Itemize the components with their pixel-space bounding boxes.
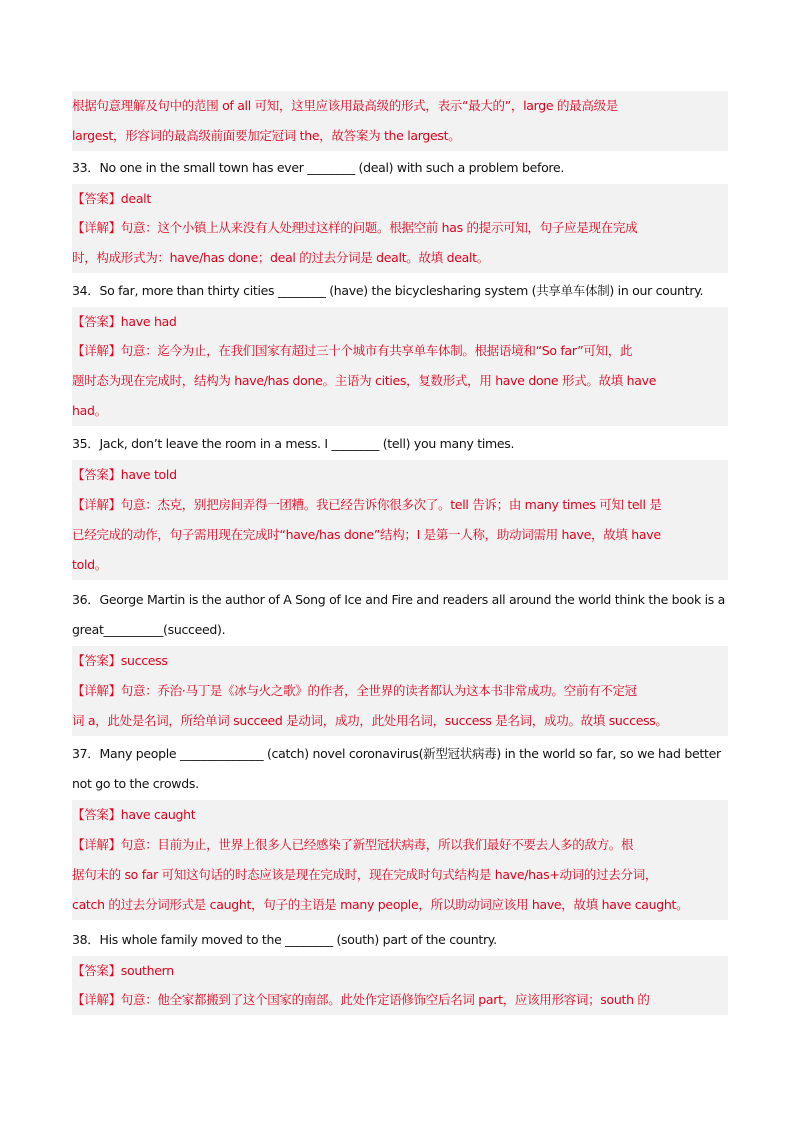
question-35 bbox=[72, 429, 728, 459]
question-38 bbox=[72, 925, 728, 955]
text-line: 据句末的 so far 可知这句话的时态应该是现在完成时，现在完成时句式结构是 have/has+动词的过去分词， bbox=[72, 867, 658, 882]
text-line: 35．Jack, don’t leave the room in a mess. I ________ (tell) you many times. bbox=[72, 436, 515, 451]
text-line: 【详解】句意：目前为止，世界上很多人已经感染了新型冠状病毒，所以我们最好不要去人多的敌方。根 bbox=[72, 837, 634, 852]
answer-37 bbox=[72, 800, 728, 830]
text-line: great__________(succeed). bbox=[72, 622, 226, 637]
text-line: 时，构成形式为：have/has done；deal 的过去分词是 dealt。故填 dealt。 bbox=[72, 250, 489, 265]
answer-34 bbox=[72, 307, 728, 337]
text-line: had。 bbox=[72, 403, 107, 418]
detail-37 bbox=[72, 830, 728, 920]
text-line: 【答案】success bbox=[72, 653, 168, 668]
detail-38 bbox=[72, 985, 728, 1015]
text-line: 【答案】have had bbox=[72, 314, 177, 329]
text-line: 根据句意理解及句中的范围 of all 可知，这里应该用最高级的形式，表示“最大的”，large 的最高级是 bbox=[72, 98, 618, 113]
text-line: 36．George Martin is the author of A Song of Ice and Fire and readers all around the world think the book is a bbox=[72, 592, 726, 607]
text-line: 38．His whole family moved to the ________ (south) part of the country. bbox=[72, 932, 497, 947]
question-37 bbox=[72, 739, 728, 799]
detail-32-continued bbox=[72, 91, 728, 151]
question-36 bbox=[72, 585, 728, 645]
text-line: 【答案】southern bbox=[72, 963, 174, 978]
text-line: 已经完成的动作，句子需用现在完成时“have/has done”结构；I 是第一人称，助动词需用 have，故填 have bbox=[72, 527, 661, 542]
text-line: 词 a，此处是名词，所给单词 succeed 是动词，成功，此处用名词，success 是名词，成功。故填 success。 bbox=[72, 713, 668, 728]
detail-33 bbox=[72, 213, 728, 273]
answer-38 bbox=[72, 956, 728, 986]
detail-36 bbox=[72, 676, 728, 736]
question-34 bbox=[72, 276, 728, 306]
text-line: 【详解】句意：杰克，别把房间弄得一团糟。我已经告诉你很多次了。tell 告诉；由 many times 可知 tell 是 bbox=[72, 497, 662, 512]
detail-35 bbox=[72, 490, 728, 580]
text-line: 【详解】句意：迄今为止，在我们国家有超过三十个城市有共享单车体制。根据语境和“So far”可知，此 bbox=[72, 343, 633, 358]
text-line: 【答案】dealt bbox=[72, 191, 151, 206]
text-line: 【详解】句意：这个小镇上从来没有人处理过这样的问题。根据空前 has 的提示可知，句子应是现在完成 bbox=[72, 220, 638, 235]
answer-35 bbox=[72, 460, 728, 490]
detail-34 bbox=[72, 336, 728, 426]
text-line: not go to the crowds. bbox=[72, 776, 199, 791]
text-line: 33．No one in the small town has ever ________ (deal) with such a problem before. bbox=[72, 160, 565, 175]
text-line: 【答案】have caught bbox=[72, 807, 196, 822]
text-line: told。 bbox=[72, 557, 107, 572]
text-line: largest，形容词的最高级前面要加定冠词 the，故答案为 the largest。 bbox=[72, 128, 461, 143]
text-line: 34．So far, more than thirty cities ________ (have) the bicyclesharing system (共享单车体制) in our country. bbox=[72, 283, 704, 298]
answer-36 bbox=[72, 646, 728, 676]
text-line: 【详解】句意：乔治·马丁是《冰与火之歌》的作者，全世界的读者都认为这本书非常成功。空前有不定冠 bbox=[72, 683, 637, 698]
answer-33 bbox=[72, 184, 728, 214]
text-line: 题时态为现在完成时，结构为 have/has done。主语为 cities，复数形式，用 have done 形式。故填 have bbox=[72, 373, 657, 388]
text-line: 37．Many people ______________ (catch) novel coronavirus(新型冠状病毒) in the world so far, so we had better bbox=[72, 746, 721, 761]
text-line: 【答案】have told bbox=[72, 467, 177, 482]
text-line: catch 的过去分词形式是 caught，句子的主语是 many people，所以助动词应该用 have，故填 have caught。 bbox=[72, 897, 689, 912]
question-33 bbox=[72, 153, 728, 183]
text-line: 【详解】句意：他全家都搬到了这个国家的南部。此处作定语修饰空后名词 part，应该用形容词；south 的 bbox=[72, 992, 650, 1007]
